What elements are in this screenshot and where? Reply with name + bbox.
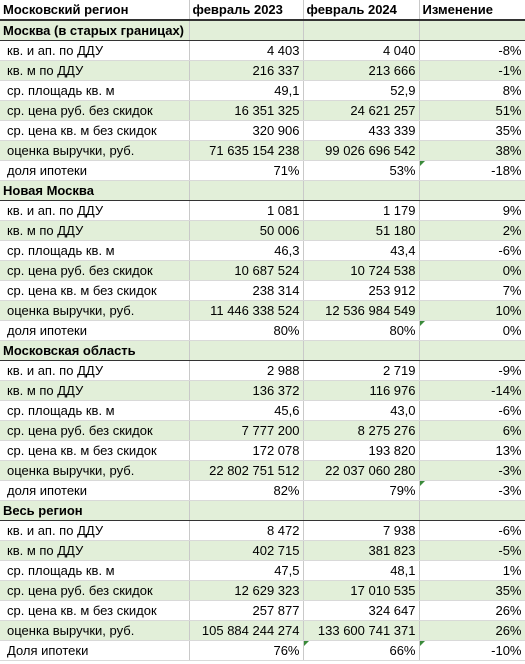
value-change[interactable]: 10% bbox=[419, 301, 525, 321]
table-row bbox=[0, 581, 525, 601]
value-2023[interactable]: 80% bbox=[189, 321, 303, 341]
value-2023[interactable]: 11 446 338 524 bbox=[189, 301, 303, 321]
value-2024[interactable]: 2 719 bbox=[303, 361, 419, 381]
table-row bbox=[0, 41, 525, 61]
table-row bbox=[0, 261, 525, 281]
table-row bbox=[0, 561, 525, 581]
table-row bbox=[0, 241, 525, 261]
value-2024[interactable]: 116 976 bbox=[303, 381, 419, 401]
value-2024[interactable]: 433 339 bbox=[303, 121, 419, 141]
value-change[interactable]: -5% bbox=[419, 541, 525, 561]
table-row bbox=[0, 461, 525, 481]
value-2023[interactable]: 71 635 154 238 bbox=[189, 141, 303, 161]
row-label[interactable]: кв. и ап. по ДДУ bbox=[0, 41, 189, 61]
value-change[interactable]: 51% bbox=[419, 101, 525, 121]
value-2023[interactable]: 46,3 bbox=[189, 241, 303, 261]
section-title[interactable]: Москва (в старых границах) bbox=[0, 20, 189, 41]
table-row bbox=[0, 301, 525, 321]
row-label[interactable]: ср. площадь кв. м bbox=[0, 241, 189, 261]
table-row bbox=[0, 381, 525, 401]
section-row bbox=[0, 20, 525, 41]
value-2023[interactable]: 12 629 323 bbox=[189, 581, 303, 601]
value-2023[interactable]: 2 988 bbox=[189, 361, 303, 381]
value-2023[interactable]: 1 081 bbox=[189, 201, 303, 221]
value-2023[interactable]: 257 877 bbox=[189, 601, 303, 621]
value-2024[interactable]: 213 666 bbox=[303, 61, 419, 81]
empty-cell[interactable] bbox=[419, 501, 525, 521]
value-change[interactable]: -6% bbox=[419, 521, 525, 541]
section-row bbox=[0, 501, 525, 521]
value-change[interactable]: 26% bbox=[419, 601, 525, 621]
value-change[interactable]: 26% bbox=[419, 621, 525, 641]
value-2024[interactable]: 133 600 741 371 bbox=[303, 621, 419, 641]
value-change[interactable]: 2% bbox=[419, 221, 525, 241]
empty-cell[interactable] bbox=[303, 501, 419, 521]
value-change[interactable]: 9% bbox=[419, 201, 525, 221]
row-label[interactable]: ср. цена руб. без скидок bbox=[0, 101, 189, 121]
row-label[interactable]: Доля ипотеки bbox=[0, 641, 189, 661]
value-2023[interactable]: 16 351 325 bbox=[189, 101, 303, 121]
header-row bbox=[0, 0, 525, 20]
value-change[interactable]: 7% bbox=[419, 281, 525, 301]
table-row bbox=[0, 401, 525, 421]
value-2024[interactable]: 43,4 bbox=[303, 241, 419, 261]
row-label[interactable]: ср. цена кв. м без скидок bbox=[0, 601, 189, 621]
value-change[interactable]: -8% bbox=[419, 41, 525, 61]
value-2024[interactable]: 53% bbox=[303, 161, 419, 181]
value-change[interactable]: -6% bbox=[419, 241, 525, 261]
value-2023[interactable]: 7 777 200 bbox=[189, 421, 303, 441]
row-label[interactable]: ср. площадь кв. м bbox=[0, 401, 189, 421]
table-row bbox=[0, 201, 525, 221]
value-change[interactable]: -3% bbox=[419, 461, 525, 481]
table-row bbox=[0, 521, 525, 541]
empty-cell[interactable] bbox=[303, 20, 419, 41]
value-2024[interactable]: 24 621 257 bbox=[303, 101, 419, 121]
value-2024[interactable]: 99 026 696 542 bbox=[303, 141, 419, 161]
row-label[interactable]: ср. площадь кв. м bbox=[0, 81, 189, 101]
row-label[interactable]: кв. и ап. по ДДУ bbox=[0, 361, 189, 381]
value-2023[interactable]: 82% bbox=[189, 481, 303, 501]
value-2023[interactable]: 50 006 bbox=[189, 221, 303, 241]
section-title[interactable]: Весь регион bbox=[0, 501, 189, 521]
section-title[interactable]: Новая Москва bbox=[0, 181, 189, 201]
value-change[interactable]: 38% bbox=[419, 141, 525, 161]
row-label[interactable]: доля ипотеки bbox=[0, 321, 189, 341]
row-label[interactable]: кв. м по ДДУ bbox=[0, 221, 189, 241]
row-label[interactable]: кв. и ап. по ДДУ bbox=[0, 521, 189, 541]
value-2023[interactable]: 105 884 244 274 bbox=[189, 621, 303, 641]
table-row bbox=[0, 441, 525, 461]
row-label[interactable]: ср. цена кв. м без скидок bbox=[0, 441, 189, 461]
value-2023[interactable]: 216 337 bbox=[189, 61, 303, 81]
empty-cell[interactable] bbox=[189, 341, 303, 361]
row-label[interactable]: оценка выручки, руб. bbox=[0, 621, 189, 641]
value-2024[interactable]: 43,0 bbox=[303, 401, 419, 421]
value-2023[interactable]: 172 078 bbox=[189, 441, 303, 461]
empty-cell[interactable] bbox=[189, 181, 303, 201]
row-label[interactable]: кв. м по ДДУ bbox=[0, 541, 189, 561]
value-change[interactable]: 0% bbox=[419, 261, 525, 281]
value-2023[interactable]: 238 314 bbox=[189, 281, 303, 301]
value-change[interactable]: -14% bbox=[419, 381, 525, 401]
value-change[interactable]: 35% bbox=[419, 581, 525, 601]
value-2024[interactable]: 8 275 276 bbox=[303, 421, 419, 441]
value-change[interactable]: -3% bbox=[419, 481, 525, 501]
value-change[interactable]: 35% bbox=[419, 121, 525, 141]
row-label[interactable]: кв. м по ДДУ bbox=[0, 61, 189, 81]
value-change[interactable]: 0% bbox=[419, 321, 525, 341]
table-row bbox=[0, 621, 525, 641]
value-2024[interactable]: 10 724 538 bbox=[303, 261, 419, 281]
empty-cell[interactable] bbox=[303, 181, 419, 201]
value-2024[interactable]: 324 647 bbox=[303, 601, 419, 621]
value-2024[interactable]: 22 037 060 280 bbox=[303, 461, 419, 481]
value-2024[interactable]: 4 040 bbox=[303, 41, 419, 61]
table-row bbox=[0, 221, 525, 241]
value-change[interactable]: -6% bbox=[419, 401, 525, 421]
row-label[interactable]: ср. цена кв. м без скидок bbox=[0, 121, 189, 141]
section-title[interactable]: Московская область bbox=[0, 341, 189, 361]
header-change[interactable]: Изменение bbox=[419, 0, 525, 20]
value-2023[interactable]: 76% bbox=[189, 641, 303, 661]
value-change[interactable]: -1% bbox=[419, 61, 525, 81]
table-row bbox=[0, 121, 525, 141]
row-label[interactable]: оценка выручки, руб. bbox=[0, 301, 189, 321]
row-label[interactable]: кв. м по ДДУ bbox=[0, 381, 189, 401]
value-2023[interactable]: 10 687 524 bbox=[189, 261, 303, 281]
value-2024[interactable]: 80% bbox=[303, 321, 419, 341]
empty-cell[interactable] bbox=[419, 341, 525, 361]
table-row bbox=[0, 281, 525, 301]
row-label[interactable]: ср. цена руб. без скидок bbox=[0, 581, 189, 601]
empty-cell[interactable] bbox=[303, 341, 419, 361]
value-2024[interactable]: 1 179 bbox=[303, 201, 419, 221]
table-row bbox=[0, 481, 525, 501]
empty-cell[interactable] bbox=[189, 20, 303, 41]
value-change[interactable]: 1% bbox=[419, 561, 525, 581]
value-2024[interactable]: 7 938 bbox=[303, 521, 419, 541]
value-change[interactable]: -18% bbox=[419, 161, 525, 181]
empty-cell[interactable] bbox=[419, 181, 525, 201]
row-label[interactable]: ср. цена руб. без скидок bbox=[0, 261, 189, 281]
table-row bbox=[0, 101, 525, 121]
value-change[interactable]: 6% bbox=[419, 421, 525, 441]
value-2023[interactable]: 320 906 bbox=[189, 121, 303, 141]
value-2023[interactable]: 402 715 bbox=[189, 541, 303, 561]
row-label[interactable]: кв. и ап. по ДДУ bbox=[0, 201, 189, 221]
row-label[interactable]: доля ипотеки bbox=[0, 161, 189, 181]
value-2024[interactable]: 66% bbox=[303, 641, 419, 661]
value-change[interactable]: -9% bbox=[419, 361, 525, 381]
header-region[interactable]: Московский регион bbox=[0, 0, 189, 20]
row-label[interactable]: ср. площадь кв. м bbox=[0, 561, 189, 581]
value-2024[interactable]: 193 820 bbox=[303, 441, 419, 461]
value-change[interactable]: 13% bbox=[419, 441, 525, 461]
empty-cell[interactable] bbox=[419, 20, 525, 41]
value-2024[interactable]: 381 823 bbox=[303, 541, 419, 561]
value-2024[interactable]: 51 180 bbox=[303, 221, 419, 241]
empty-cell[interactable] bbox=[189, 501, 303, 521]
table-row bbox=[0, 361, 525, 381]
value-2024[interactable]: 52,9 bbox=[303, 81, 419, 101]
row-label[interactable]: ср. цена кв. м без скидок bbox=[0, 281, 189, 301]
row-label[interactable]: доля ипотеки bbox=[0, 481, 189, 501]
value-change[interactable]: -10% bbox=[419, 641, 525, 661]
value-2023[interactable]: 4 403 bbox=[189, 41, 303, 61]
value-2023[interactable]: 136 372 bbox=[189, 381, 303, 401]
value-change[interactable]: 8% bbox=[419, 81, 525, 101]
value-2023[interactable]: 47,5 bbox=[189, 561, 303, 581]
header-feb-2024[interactable]: февраль 2024 bbox=[303, 0, 419, 20]
section-row bbox=[0, 341, 525, 361]
row-label[interactable]: оценка выручки, руб. bbox=[0, 461, 189, 481]
value-2023[interactable]: 45,6 bbox=[189, 401, 303, 421]
table-row bbox=[0, 541, 525, 561]
value-2024[interactable]: 17 010 535 bbox=[303, 581, 419, 601]
value-2024[interactable]: 12 536 984 549 bbox=[303, 301, 419, 321]
value-2024[interactable]: 48,1 bbox=[303, 561, 419, 581]
value-2024[interactable]: 79% bbox=[303, 481, 419, 501]
section-row bbox=[0, 181, 525, 201]
table-row bbox=[0, 321, 525, 341]
value-2023[interactable]: 22 802 751 512 bbox=[189, 461, 303, 481]
row-label[interactable]: ср. цена руб. без скидок bbox=[0, 421, 189, 441]
table-row bbox=[0, 601, 525, 621]
value-2023[interactable]: 49,1 bbox=[189, 81, 303, 101]
table-row bbox=[0, 141, 525, 161]
table-row bbox=[0, 81, 525, 101]
value-2024[interactable]: 253 912 bbox=[303, 281, 419, 301]
row-label[interactable]: оценка выручки, руб. bbox=[0, 141, 189, 161]
table-row bbox=[0, 641, 525, 661]
value-2023[interactable]: 71% bbox=[189, 161, 303, 181]
header-feb-2023[interactable]: февраль 2023 bbox=[189, 0, 303, 20]
table-row bbox=[0, 161, 525, 181]
table-row bbox=[0, 421, 525, 441]
table-row bbox=[0, 61, 525, 81]
value-2023[interactable]: 8 472 bbox=[189, 521, 303, 541]
